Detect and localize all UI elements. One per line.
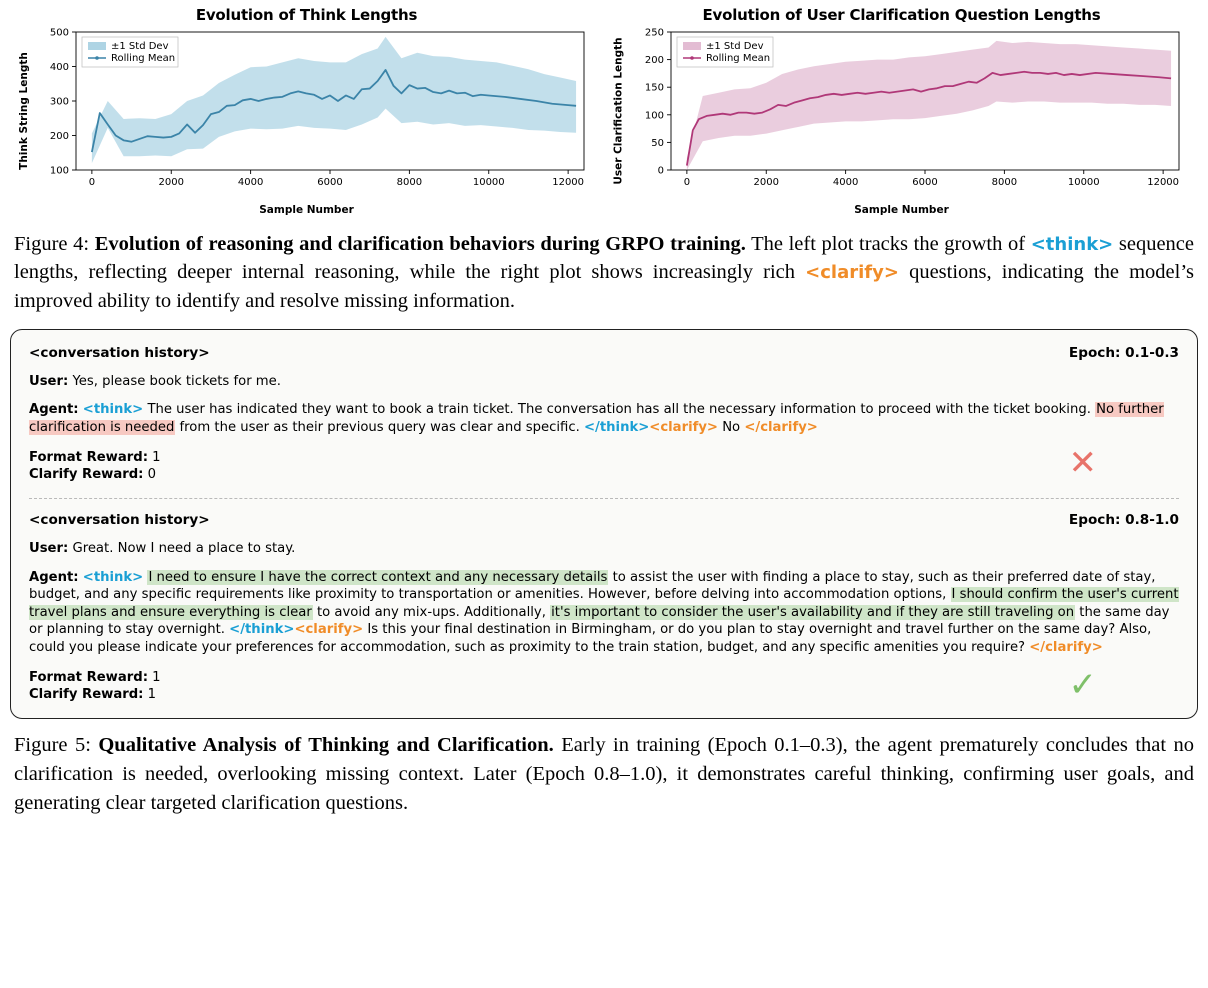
figure-4-label: Figure 4: [14,233,90,255]
conversation-history-label-early: <conversation history> [29,344,210,361]
svg-text:2000: 2000 [158,177,184,188]
svg-text:8000: 8000 [991,177,1018,188]
agent-text-early-2: from the user as their previous query was clear and specific. [175,420,584,436]
clarify-reward-value-late: 1 [143,687,157,703]
clarify-text-late: Is this your final destination in Birmingham, or do you plan to stay overnight and travel further on the same day? Also, could you please indicate your preferences for accommodation, such as proximity to the train station, budget, and any specific amenities you require? [29,622,1152,655]
svg-text:200: 200 [49,131,69,142]
user-text-late: Great. Now I need a place to stay. [68,541,296,557]
svg-text:300: 300 [49,96,69,108]
clarify-tag-inline: <clarify> [805,262,899,284]
example-divider [29,498,1179,499]
svg-text:150: 150 [644,82,664,94]
format-reward-value-early: 1 [147,449,161,465]
chart-ylabel-think: Think String Length [18,52,30,170]
svg-text:400: 400 [49,62,69,73]
format-reward-label-early: Format Reward: [29,449,148,465]
svg-text:0: 0 [683,177,691,188]
agent-text-late-1: to assist the user with finding a place to stay, such as their preferred date of stay, budget, and any specific requirements like proximity to transportation or amenities. However, before delving into accommodation options, [29,569,1156,603]
figure-5-caption-text: Early in training (Epoch 0.1–0.3), the agent prematurely concludes that no clarification is needed, overlooking missing context. Later (Epoch 0.8–1.0), it demonstrates careful thinking, confirming user goals, and generating clear targeted clarification questions. [14,734,1195,814]
clarify-close-tag-early: </clarify> [744,420,818,436]
highlight-availability: it's important to consider the user's availability and if they are still traveling on [551,604,1075,620]
format-reward-label-late: Format Reward: [29,669,148,685]
user-label-early: User: [29,373,69,389]
chart-title-clarify: Evolution of User Clarification Question Lengths [702,6,1101,24]
clarify-reward-label-early: Clarify Reward: [29,467,144,483]
svg-text:2000: 2000 [753,177,779,188]
highlight-context-check: I need to ensure I have the correct context and any necessary details [148,569,608,585]
chart-xlabel-think: Sample Number [259,204,354,216]
svg-text:250: 250 [644,27,664,39]
think-close-tag-late: </think> [229,622,295,638]
svg-text:4000: 4000 [237,177,264,188]
svg-text:6000: 6000 [317,177,343,188]
agent-label-late: Agent: [29,569,79,585]
figure-5-label: Figure 5: [14,734,91,757]
user-label-late: User: [29,541,69,557]
chart-plot-clarify [627,26,1187,198]
svg-text:12000: 12000 [1147,177,1180,188]
svg-text:12000: 12000 [552,177,585,188]
rewards-late [29,665,1179,706]
rewards-early [29,449,1179,485]
user-turn-late [29,540,1179,558]
svg-text:±1 Std Dev: ±1 Std Dev [111,41,169,52]
user-text-early: Yes, please book tickets for me. [68,373,281,389]
svg-text:200: 200 [644,55,664,67]
svg-text:50: 50 [651,137,664,149]
chart-title-think: Evolution of Think Lengths [195,6,418,24]
svg-text:10000: 10000 [1067,177,1100,188]
figure-4-charts [0,0,1208,216]
figure-4-caption-bold: Evolution of reasoning and clarification behaviors during GRPO training. [94,233,746,255]
svg-text:±1 Std Dev: ±1 Std Dev [706,41,764,52]
chart-clarification-lengths [613,6,1190,216]
svg-text:100: 100 [644,110,664,122]
think-tag-inline: <think> [1030,234,1114,255]
clarify-close-tag-late: </clarify> [1029,640,1103,655]
figure-5-caption [0,719,1208,817]
figure-4-caption [0,216,1208,315]
svg-text:Rolling Mean: Rolling Mean [706,53,771,64]
agent-turn-late [29,569,1179,657]
agent-text-early-1: The user has indicated they want to book a train ticket. The conversation has all the necessary information to proceed with the ticket booking. [143,402,1096,418]
chart-think-lengths [18,6,595,216]
agent-turn-early [29,401,1179,436]
check-mark-icon: ✓ [1068,665,1097,706]
figure-4-caption-p3: questions, indicating the model’s improved ability to identify and resolve missing information. [14,261,1194,312]
svg-text:10000: 10000 [472,177,505,188]
figure-4-caption-p2: sequence lengths, reflecting deeper internal reasoning, while the right plot shows increasingly rich [14,233,1194,284]
clarify-open-tag-late: <clarify> [294,622,364,638]
figure-4-caption-p1: The left plot tracks the growth of [745,233,1031,255]
chart-ylabel-clarify: User Clarification Length [613,37,626,185]
svg-text:6000: 6000 [912,177,938,188]
think-open-tag-early: <think> [82,402,144,418]
svg-text:100: 100 [49,165,69,177]
example-early-epoch [29,344,1179,484]
svg-text:0: 0 [88,177,96,188]
epoch-badge-late: Epoch: 0.8-1.0 [1068,512,1179,529]
svg-text:0: 0 [657,165,664,177]
clarify-text-early: No [722,420,745,436]
highlight-confirm-plans: I should confirm the user's current travel plans and ensure everything is clear [29,587,1179,620]
svg-text:4000: 4000 [832,177,859,188]
example-late-epoch [29,511,1179,704]
user-turn-early [29,373,1179,391]
clarify-reward-label-late: Clarify Reward: [29,687,144,703]
qualitative-example-box [10,329,1198,719]
conversation-history-label-late: <conversation history> [29,512,210,529]
epoch-badge-early: Epoch: 0.1-0.3 [1068,344,1179,361]
highlight-no-clarification: No further clarification is needed [29,402,1164,436]
clarify-open-tag-early: <clarify> [649,420,718,436]
agent-text-late-2: to avoid any mix-ups. Additionally, [312,604,551,620]
agent-text-late-3: the same day or planning to stay overnight. [29,604,1170,638]
think-close-tag-early: </think> [583,420,650,436]
clarify-reward-value-early: 0 [143,467,157,483]
agent-label-early: Agent: [29,402,79,418]
cross-mark-icon: ✕ [1068,443,1097,484]
think-open-tag-late: <think> [82,569,144,585]
format-reward-value-late: 1 [147,669,161,685]
svg-text:500: 500 [49,27,69,39]
chart-xlabel-clarify: Sample Number [854,204,949,216]
figure-5-caption-bold: Qualitative Analysis of Thinking and Clarification. [98,734,554,757]
svg-text:8000: 8000 [396,177,423,188]
svg-text:Rolling Mean: Rolling Mean [111,53,176,64]
chart-plot-think [32,26,592,198]
